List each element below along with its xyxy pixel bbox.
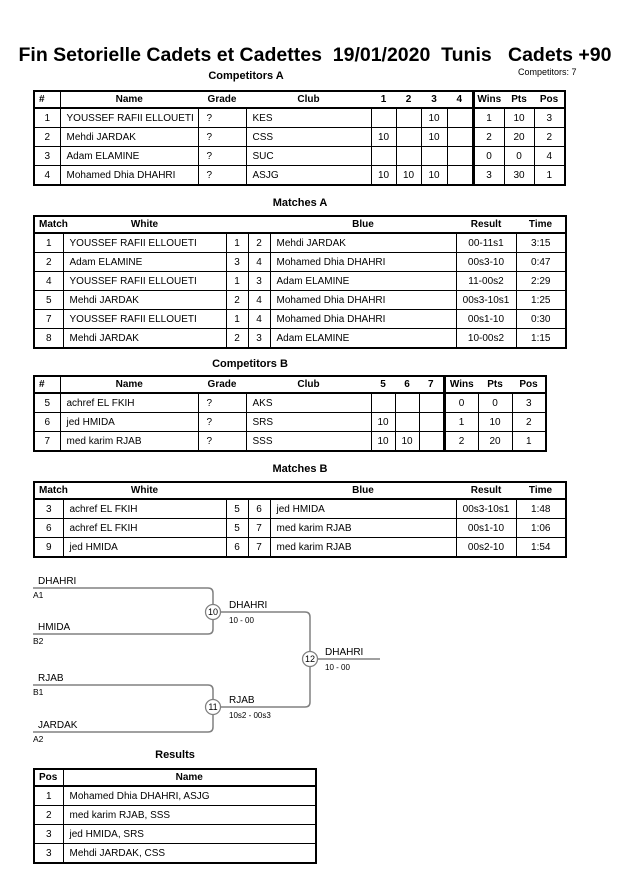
cell-white-name: YOUSSEF RAFII ELLOUETI [63,233,226,253]
col-header-white: White [63,216,226,233]
cell-white-name: jed HMIDA [63,538,226,558]
col-header-result: Result [456,216,516,233]
col-header-white-num [226,482,248,499]
cell-wins: 0 [444,393,478,413]
cell-blue-seed: 3 [248,272,270,291]
section-title-results: Results [155,749,195,761]
col-header-num: # [34,376,60,393]
section-title-matches-b: Matches B [272,463,328,475]
cell-pts: 20 [504,128,534,147]
cell-pos: 3 [34,844,63,864]
table-header-row [34,376,546,393]
cell-blue-seed: 3 [248,329,270,349]
cell-result: 00s1-10 [456,310,516,329]
cell-num: 1 [34,108,60,128]
cell-round5: 10 [371,432,395,452]
bracket-slot-name: DHAHRI [38,576,77,587]
col-header-result: Result [456,482,516,499]
cell-blue-seed: 2 [248,233,270,253]
cell-wins: 2 [473,128,504,147]
col-header-club: Club [246,91,371,108]
cell-match-num: 4 [34,272,63,291]
col-header-pts: Pts [478,376,512,393]
cell-pts: 20 [478,432,512,452]
cell-club: SRS [246,413,371,432]
cell-round7 [419,393,444,413]
bracket-match-number: 10 [207,607,219,617]
cell-white-seed: 5 [226,499,248,519]
competitor-row [34,108,565,128]
cell-blue-seed: 7 [248,538,270,558]
bracket-line [33,588,213,605]
cell-round6 [395,413,419,432]
cell-round4 [447,108,473,128]
section-title-matches-a: Matches A [272,197,328,209]
cell-num: 4 [34,166,60,186]
cell-round6: 10 [395,432,419,452]
cell-round4 [447,147,473,166]
cell-name: Mehdi JARDAK [60,128,198,147]
cell-pos: 3 [512,393,546,413]
cell-round2 [396,108,421,128]
match-row [34,538,566,558]
col-header-wins: Wins [473,91,504,108]
cell-club: AKS [246,393,371,413]
cell-blue-name: med karim RJAB [270,519,456,538]
cell-blue-name: Adam ELAMINE [270,272,456,291]
cell-round7 [419,413,444,432]
result-row [34,806,316,825]
cell-grade: ? [198,432,246,452]
col-header-round2: 2 [396,91,421,108]
cell-name: YOUSSEF RAFII ELLOUETI [60,108,198,128]
match-row [34,329,566,349]
result-row [34,786,316,806]
col-header-pos: Pos [534,91,565,108]
cell-result: 10-00s2 [456,329,516,349]
cell-match-num: 2 [34,253,63,272]
cell-match-num: 7 [34,310,63,329]
col-header-match: Match [34,216,63,233]
cell-round1 [371,108,396,128]
table-header-row [34,91,565,108]
cell-name: Mehdi JARDAK, CSS [63,844,316,864]
table-header-row [34,482,566,499]
cell-blue-name: jed HMIDA [270,499,456,519]
cell-round2 [396,128,421,147]
col-header-grade: Grade [198,376,246,393]
match-row [34,233,566,253]
result-row [34,825,316,844]
cell-white-name: achref EL FKIH [63,519,226,538]
cell-white-name: YOUSSEF RAFII ELLOUETI [63,310,226,329]
col-header-round1: 1 [371,91,396,108]
cell-num: 7 [34,432,60,452]
cell-pts: 0 [478,393,512,413]
cell-round5 [371,393,395,413]
competitor-row [34,147,565,166]
results-table [33,768,317,864]
bracket-slot-seed: A2 [33,734,44,744]
cell-result: 00s3-10s1 [456,291,516,310]
col-header-white-num [226,216,248,233]
bracket-slot-name: JARDAK [38,720,78,731]
matches-a-table [33,215,567,349]
cell-pos: 1 [534,166,565,186]
cell-name: Mohamed Dhia DHAHRI [60,166,198,186]
competitors-count: Competitors: 7 [518,67,577,77]
cell-name: med karim RJAB, SSS [63,806,316,825]
col-header-pos: Pos [34,769,63,786]
bracket-match-result: 10 - 00 [325,663,350,672]
col-header-grade: Grade [198,91,246,108]
cell-blue-name: med karim RJAB [270,538,456,558]
cell-blue-name: Mohamed Dhia DHAHRI [270,310,456,329]
cell-grade: ? [198,128,246,147]
cell-white-name: achref EL FKIH [63,499,226,519]
match-row [34,272,566,291]
result-row [34,844,316,864]
cell-name: Adam ELAMINE [60,147,198,166]
cell-blue-seed: 4 [248,310,270,329]
col-header-club: Club [246,376,371,393]
bracket-match-result: 10 - 00 [229,616,254,625]
cell-wins: 3 [473,166,504,186]
cell-club: SUC [246,147,371,166]
cell-name: jed HMIDA [60,413,198,432]
cell-white-seed: 1 [226,233,248,253]
cell-match-num: 8 [34,329,63,349]
cell-round7 [419,432,444,452]
cell-blue-name: Mehdi JARDAK [270,233,456,253]
col-header-blue-num [248,216,270,233]
cell-round1: 10 [371,166,396,186]
cell-result: 00s1-10 [456,519,516,538]
table-header-row [34,216,566,233]
cell-time: 0:30 [516,310,566,329]
cell-grade: ? [198,393,246,413]
cell-pos: 4 [534,147,565,166]
bracket-match-number: 11 [208,702,218,712]
cell-wins: 0 [473,147,504,166]
cell-result: 00s3-10 [456,253,516,272]
col-header-blue: Blue [270,482,456,499]
cell-match-num: 1 [34,233,63,253]
cell-wins: 1 [473,108,504,128]
cell-time: 1:15 [516,329,566,349]
cell-name: achref EL FKIH [60,393,198,413]
col-header-num: # [34,91,60,108]
cell-white-name: YOUSSEF RAFII ELLOUETI [63,272,226,291]
cell-white-seed: 1 [226,272,248,291]
cell-blue-seed: 7 [248,519,270,538]
col-header-name: Name [60,91,198,108]
cell-pos: 1 [34,786,63,806]
bracket-slot-seed: B1 [33,687,44,697]
knockout-bracket [0,560,630,755]
cell-club: ASJG [246,166,371,186]
cell-white-seed: 6 [226,538,248,558]
col-header-time: Time [516,482,566,499]
cell-blue-name: Mohamed Dhia DHAHRI [270,253,456,272]
cell-grade: ? [198,413,246,432]
cell-result: 11-00s2 [456,272,516,291]
page-title: Fin Setorielle Cadets et Cadettes 19/01/2020 Tunis Cadets +90 [18,44,612,66]
match-row [34,291,566,310]
cell-num: 3 [34,147,60,166]
cell-time: 0:47 [516,253,566,272]
bracket-slot-seed: B2 [33,636,44,646]
match-row [34,310,566,329]
cell-wins: 2 [444,432,478,452]
col-header-time: Time [516,216,566,233]
cell-round3 [421,147,447,166]
cell-num: 5 [34,393,60,413]
col-header-round6: 6 [395,376,419,393]
cell-club: SSS [246,432,371,452]
section-title-competitors-a: Competitors A [208,70,284,82]
bracket-match-result: 10s2 - 00s3 [229,711,271,720]
bracket-line [33,685,213,700]
col-header-match: Match [34,482,63,499]
col-header-pos: Pos [512,376,546,393]
col-header-name: Name [63,769,316,786]
competitor-row [34,166,565,186]
matches-b-table [33,481,567,558]
cell-round4 [447,166,473,186]
col-header-blue-num [248,482,270,499]
cell-match-num: 3 [34,499,63,519]
cell-pos: 2 [34,806,63,825]
cell-pts: 0 [504,147,534,166]
cell-white-name: Mehdi JARDAK [63,329,226,349]
cell-round6 [395,393,419,413]
col-header-blue: Blue [270,216,456,233]
cell-time: 1:54 [516,538,566,558]
cell-round3: 10 [421,108,447,128]
cell-white-seed: 2 [226,291,248,310]
cell-name: Mohamed Dhia DHAHRI, ASJG [63,786,316,806]
cell-round1: 10 [371,128,396,147]
cell-grade: ? [198,166,246,186]
cell-result: 00s2-10 [456,538,516,558]
col-header-round4: 4 [447,91,473,108]
cell-time: 3:15 [516,233,566,253]
cell-time: 1:48 [516,499,566,519]
competitors-b-table [33,375,547,452]
cell-round2: 10 [396,166,421,186]
cell-club: CSS [246,128,371,147]
cell-white-seed: 1 [226,310,248,329]
cell-round3: 10 [421,166,447,186]
cell-round4 [447,128,473,147]
competitors-a-table [33,90,566,186]
cell-time: 1:06 [516,519,566,538]
match-row [34,519,566,538]
cell-pos: 3 [34,825,63,844]
cell-pos: 2 [534,128,565,147]
section-title-competitors-b: Competitors B [212,358,288,370]
cell-white-seed: 3 [226,253,248,272]
match-row [34,253,566,272]
cell-blue-seed: 4 [248,253,270,272]
cell-white-name: Mehdi JARDAK [63,291,226,310]
cell-round5: 10 [371,413,395,432]
cell-result: 00s3-10s1 [456,499,516,519]
cell-white-seed: 2 [226,329,248,349]
cell-grade: ? [198,147,246,166]
cell-num: 2 [34,128,60,147]
bracket-winner-name: DHAHRI [229,600,268,611]
cell-name: jed HMIDA, SRS [63,825,316,844]
bracket-winner-name: RJAB [229,695,255,706]
cell-round3: 10 [421,128,447,147]
bracket-winner-name: DHAHRI [325,647,364,658]
competitor-row [34,432,546,452]
cell-white-seed: 5 [226,519,248,538]
competitor-row [34,128,565,147]
cell-time: 2:29 [516,272,566,291]
cell-match-num: 5 [34,291,63,310]
col-header-name: Name [60,376,198,393]
cell-pos: 1 [512,432,546,452]
cell-match-num: 9 [34,538,63,558]
bracket-match-number: 12 [304,654,316,664]
cell-blue-name: Mohamed Dhia DHAHRI [270,291,456,310]
match-row [34,499,566,519]
cell-name: med karim RJAB [60,432,198,452]
cell-blue-name: Adam ELAMINE [270,329,456,349]
cell-pts: 10 [478,413,512,432]
bracket-slot-name: HMIDA [38,622,71,633]
cell-wins: 1 [444,413,478,432]
col-header-round7: 7 [419,376,444,393]
bracket-slot-name: RJAB [38,673,64,684]
cell-result: 00-11s1 [456,233,516,253]
cell-round2 [396,147,421,166]
col-header-wins: Wins [444,376,478,393]
cell-round1 [371,147,396,166]
cell-pos: 2 [512,413,546,432]
col-header-round5: 5 [371,376,395,393]
col-header-white: White [63,482,226,499]
cell-blue-seed: 4 [248,291,270,310]
col-header-round3: 3 [421,91,447,108]
cell-pts: 30 [504,166,534,186]
competitor-row [34,393,546,413]
cell-club: KES [246,108,371,128]
col-header-pts: Pts [504,91,534,108]
cell-match-num: 6 [34,519,63,538]
cell-time: 1:25 [516,291,566,310]
cell-pos: 3 [534,108,565,128]
cell-white-name: Adam ELAMINE [63,253,226,272]
cell-pts: 10 [504,108,534,128]
table-header-row [34,769,316,786]
bracket-slot-seed: A1 [33,590,44,600]
cell-num: 6 [34,413,60,432]
competitor-row [34,413,546,432]
cell-blue-seed: 6 [248,499,270,519]
cell-grade: ? [198,108,246,128]
